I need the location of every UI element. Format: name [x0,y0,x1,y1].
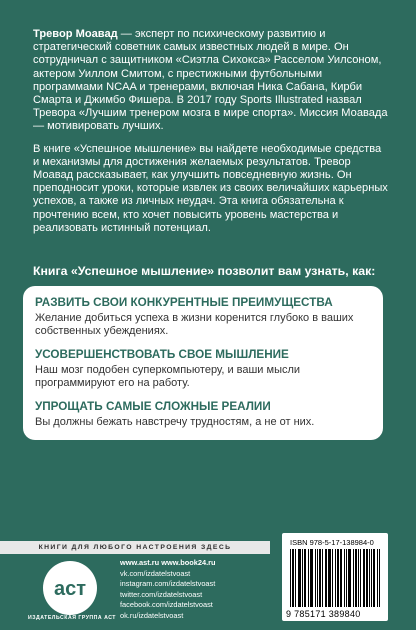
barcode-bar [311,549,312,607]
barcode-bar [310,549,311,607]
barcode-bar [326,549,327,607]
barcode-bar [373,549,374,607]
barcode-bar [292,549,293,607]
book-description: В книге «Успешное мышление» вы найдете необходимые средства и механизмы для достижения желаемых результатов. Тревор Моавад рассказывает, как улучшить повседневную жизнь. Он преподносит уроки, которые извлек из своих величайших карьерных успехов, а также из личных неудач. Эта книга обязательна к прочтению всем, кто хочет повысить уровень мастерства и реализовать истинный потенциал. [33,142,388,234]
barcode-bar [308,549,309,607]
barcode-bar [319,549,320,607]
facebook-link[interactable]: facebook.com/izdatelstvoast [120,600,213,610]
benefit-item [35,400,371,429]
barcode-bar [366,549,367,607]
barcode-bar [337,549,338,607]
barcode-bar [300,549,301,607]
barcode-bar [356,549,357,607]
barcode-bar [298,549,299,607]
barcode-bar [360,549,361,607]
barcode-bar [320,549,321,607]
barcode-bar [363,549,364,607]
barcode-bar [329,549,330,607]
barcode-bar [371,549,372,607]
benefit-item [35,296,371,338]
barcode-bar [312,549,313,607]
benefits-box [23,286,383,440]
barcode-bar [299,549,300,607]
barcode-bar [340,549,341,607]
benefits-lead: Книга «Успешное мышление» позволит вам узнать, как: [33,264,376,278]
barcode-bar [328,549,329,607]
text-block [33,28,389,244]
barcode-bar [346,549,347,607]
barcode-number: 9 785171 389840 [286,609,361,619]
barcode-bar [348,549,349,607]
barcode-bar [305,549,306,607]
barcode-bar [332,549,333,607]
bio-text: — эксперт по психическому развитию и стратегический советник самых известных людей в мире. Он сотрудничал с защитником «Сиэтла Сихокса» Расселом Уилсоном, актером Уиллом Смитом, с престижными футбольными программами NCAA и тренерами, включая Ника Сабана, Кирби Смарта и Джимбо Фишера. В 2017 году Sports Illustrated назвал Тревора «Лучшим тренером мозга в мире спорта». Миссия Моавада — мотивировать лучших. [33,28,388,133]
barcode-bar [355,549,356,607]
barcode-bar [330,549,331,607]
barcode-bar [353,549,354,607]
barcode-bar [350,549,351,607]
barcode-bar [358,549,359,607]
publisher-logo-icon [42,560,98,616]
publisher-links [120,558,216,622]
benefit-text: Желание добиться успеха в жизни коренится глубоко в ваших собственных убеждениях. [35,312,354,337]
logo-text: аст [53,578,87,600]
slogan-banner: КНИГИ ДЛЯ ЛЮБОГО НАСТРОЕНИЯ ЗДЕСЬ [0,541,270,554]
isbn-panel [282,533,388,621]
barcode-bar [335,549,336,607]
barcode-bar [295,549,296,607]
barcode-bar [369,549,370,607]
benefit-item [35,348,371,390]
barcode-bar [338,549,339,607]
isbn-text: ISBN 978-5-17-138984-0 [290,538,374,547]
author-bio [33,28,389,134]
instagram-link[interactable]: instagram.com/izdatelstvoast [120,579,216,589]
barcode-bar [317,549,318,607]
barcode-bar [374,549,375,607]
barcode-bar [290,549,291,607]
barcode-bar [367,549,368,607]
website-links[interactable]: www.ast.ru www.book24.ru [120,558,216,567]
benefit-heading: РАЗВИТЬ СВОИ КОНКУРЕНТНЫЕ ПРЕИМУЩЕСТВА [35,296,333,309]
publisher-caption: ИЗДАТЕЛЬСКАЯ ГРУППА АСТ [28,615,116,621]
benefit-text: Наш мозг подобен суперкомпьютеру, и ваши мысли программируют его на работу. [35,364,301,389]
barcode-bar [341,549,342,607]
barcode-bar [322,549,323,607]
vk-link[interactable]: vk.com/izdatelstvoast [120,568,191,578]
benefit-heading: УПРОЩАТЬ САМЫЕ СЛОЖНЫЕ РЕАЛИИ [35,400,271,413]
barcode-bar [349,549,350,607]
twitter-link[interactable]: twitter.com/izdatelstvoast [120,589,203,599]
barcode-bar [302,549,303,607]
barcode-bar [315,549,316,607]
barcode-bar [325,549,326,607]
barcode-bar [379,549,380,607]
barcode-bar [344,549,345,607]
benefit-heading: УСОВЕРШЕНСТВОВАТЬ СВОЕ МЫШЛЕНИЕ [35,348,289,361]
barcode-icon [290,549,380,607]
barcode-bar [304,549,305,607]
barcode-bar [293,549,294,607]
benefit-text: Вы должны бежать навстречу трудностям, а не от них. [35,416,315,428]
author-name: Тревор Моавад [33,28,118,40]
barcode-bar [364,549,365,607]
barcode-bar [377,549,378,607]
ok-link[interactable]: ok.ru/izdatelstvoast [120,610,184,620]
